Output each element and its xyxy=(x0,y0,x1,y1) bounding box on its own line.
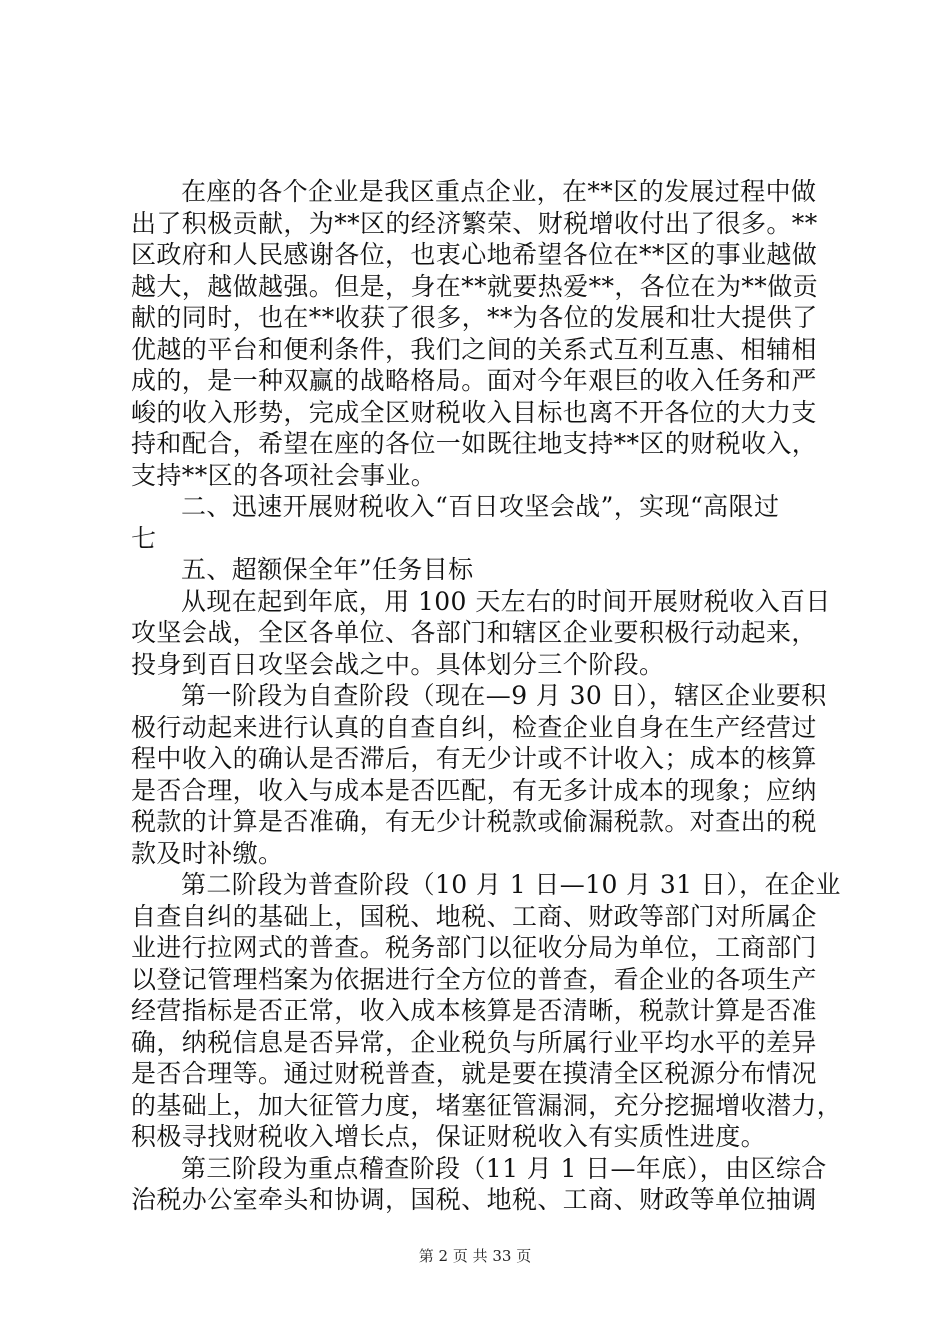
text-line: 成的，是一种双赢的战略格局。面对今年艰巨的收入任务和严 xyxy=(131,366,817,395)
text-line: 是否合理等。通过财税普查，就是要在摸清全区税源分布情况 xyxy=(131,1059,817,1088)
page-footer: 第 2 页 共 33 页 xyxy=(418,1247,532,1265)
text-line: 程中收入的确认是否滞后，有无少计或不计收入；成本的核算 xyxy=(131,744,817,773)
text-line: 攻坚会战，全区各单位、各部门和辖区企业要积极行动起来， xyxy=(131,618,817,647)
text-line: 以登记管理档案为依据进行全方位的普查，看企业的各项生产 xyxy=(131,964,817,994)
text-line: 款及时补缴。 xyxy=(131,838,284,868)
text-line: 业进行拉网式的普查。税务部门以征收分局为单位，工商部门 xyxy=(131,933,817,962)
text-line: 积极寻找财税收入增长点，保证财税收入有实质性进度。 xyxy=(131,1122,767,1151)
text-line: 治税办公室牵头和协调，国税、地税、工商、财政等单位抽调 xyxy=(131,1185,817,1214)
text-line: 确，纳税信息是否异常，企业税负与所属行业平均水平的差异 xyxy=(131,1027,817,1057)
text-line: 第一阶段为自查阶段（现在—9 月 30 日），辖区企业要积 xyxy=(181,681,827,710)
text-line: 第三阶段为重点稽查阶段（11 月 1 日—年底），由区综合 xyxy=(181,1153,827,1183)
text-line: 二、迅速开展财税收入“百日攻坚会战”，实现“高限过 xyxy=(181,492,780,521)
text-line: 经营指标是否正常，收入成本核算是否清晰，税款计算是否准 xyxy=(131,996,817,1025)
text-line: 献的同时，也在**收获了很多，**为各位的发展和壮大提供了 xyxy=(131,303,818,332)
text-line: 出了积极贡献，为**区的经济繁荣、财税增收付出了很多。** xyxy=(131,208,818,238)
text-line: 峻的收入形势，完成全区财税收入目标也离不开各位的大力支 xyxy=(131,397,817,427)
text-line: 的基础上，加大征管力度，堵塞征管漏洞，充分挖掘增收潜力， xyxy=(131,1090,843,1120)
text-line: 在座的各个企业是我区重点企业，在**区的发展过程中做 xyxy=(181,177,817,206)
text-line: 越大，越做越强。但是，身在**就要热爱**，各位在为**做贡 xyxy=(131,271,819,301)
text-line: 是否合理，收入与成本是否匹配，有无多计成本的现象；应纳 xyxy=(131,775,817,805)
text-line: 投身到百日攻坚会战之中。具体划分三个阶段。 xyxy=(131,649,665,679)
document-body xyxy=(131,176,843,1216)
text-line: 极行动起来进行认真的自查自纠，检查企业自身在生产经营过 xyxy=(131,712,817,742)
text-line: 区政府和人民感谢各位，也衷心地希望各位在**区的事业越做 xyxy=(131,240,818,269)
text-line: 五、超额保全年”任务目标 xyxy=(181,555,474,584)
text-line: 支持**区的各项社会事业。 xyxy=(131,460,437,490)
text-line: 持和配合，希望在座的各位一如既往地支持**区的财税收入， xyxy=(131,429,818,458)
text-line: 第二阶段为普查阶段（10 月 1 日—10 月 31 日），在企业 xyxy=(181,870,841,899)
text-line: 税款的计算是否准确，有无少计税款或偷漏税款。对查出的税 xyxy=(131,807,817,836)
text-line: 优越的平台和便利条件，我们之间的关系式互利互惠、相辅相 xyxy=(131,334,817,364)
text-line: 自查自纠的基础上，国税、地税、工商、财政等部门对所属企 xyxy=(131,901,817,931)
text-line: 从现在起到年底，用 100 天左右的时间开展财税收入百日 xyxy=(181,586,831,616)
text-line: 七 xyxy=(131,523,157,553)
